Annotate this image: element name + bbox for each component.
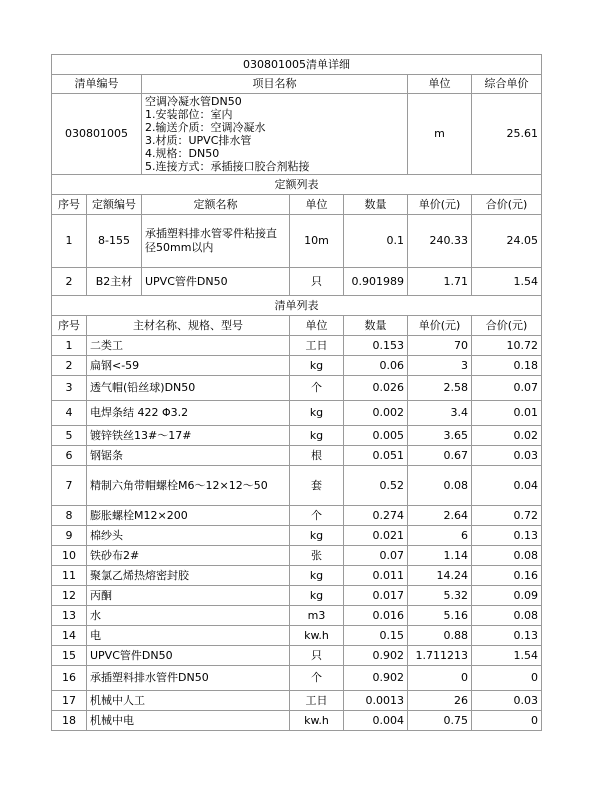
material-row [52, 356, 542, 376]
material-seq: 11 [52, 566, 87, 586]
material-unit: 个 [290, 506, 344, 526]
material-unit-price: 0.75 [408, 711, 472, 731]
material-row [52, 546, 542, 566]
material-row [52, 711, 542, 731]
quota-header-qty: 数量 [344, 195, 408, 215]
quota-unit-price: 240.33 [408, 215, 472, 268]
quota-row [52, 215, 542, 268]
material-seq: 9 [52, 526, 87, 546]
material-unit: 个 [290, 376, 344, 401]
quota-row [52, 268, 542, 296]
material-unit-price: 0.08 [408, 466, 472, 506]
quota-name: 承插塑料排水管零件粘接直径50mm以内 [142, 215, 290, 268]
material-name: 镀锌铁丝13#～17# [87, 426, 290, 446]
material-unit-price: 3.4 [408, 401, 472, 426]
material-total: 0.72 [472, 506, 542, 526]
material-qty: 0.274 [344, 506, 408, 526]
material-name: 膨胀螺栓M12×200 [87, 506, 290, 526]
material-unit-price: 2.58 [408, 376, 472, 401]
material-unit-price: 5.16 [408, 606, 472, 626]
quota-header-unit-price: 单价(元) [408, 195, 472, 215]
item-desc-line: 空调冷凝水管DN50 [145, 95, 242, 108]
material-seq: 6 [52, 446, 87, 466]
quota-section-title: 定额列表 [52, 175, 542, 195]
material-total: 0.03 [472, 691, 542, 711]
material-total: 0.09 [472, 586, 542, 606]
material-seq: 16 [52, 666, 87, 691]
item-unit: m [408, 94, 472, 175]
material-row [52, 446, 542, 466]
material-unit: kg [290, 526, 344, 546]
material-name: 精制六角带帽螺栓M6～12×12～50 [87, 466, 290, 506]
material-row [52, 606, 542, 626]
material-row [52, 666, 542, 691]
header-code: 清单编号 [52, 75, 142, 94]
material-unit-price: 2.64 [408, 506, 472, 526]
material-unit: kg [290, 566, 344, 586]
material-qty: 0.07 [344, 546, 408, 566]
quota-code: B2主材 [87, 268, 142, 296]
material-seq: 13 [52, 606, 87, 626]
material-name: 铁砂布2# [87, 546, 290, 566]
material-unit: kg [290, 401, 344, 426]
item-desc-line: 1.安装部位：室内 [145, 108, 233, 121]
quota-unit: 只 [290, 268, 344, 296]
material-row [52, 401, 542, 426]
material-seq: 10 [52, 546, 87, 566]
material-unit-price: 26 [408, 691, 472, 711]
material-name: 聚氯乙烯热熔密封胶 [87, 566, 290, 586]
material-name: 钢锯条 [87, 446, 290, 466]
material-unit-price: 5.32 [408, 586, 472, 606]
header-price: 综合单价 [472, 75, 542, 94]
material-unit: 套 [290, 466, 344, 506]
quota-unit-price: 1.71 [408, 268, 472, 296]
material-qty: 0.0013 [344, 691, 408, 711]
quota-header-code: 定额编号 [87, 195, 142, 215]
item-desc-line: 3.材质：UPVC排水管 [145, 134, 252, 147]
material-unit: 工日 [290, 336, 344, 356]
material-unit-price: 0 [408, 666, 472, 691]
material-name: 扁钢<-59 [87, 356, 290, 376]
material-total: 1.54 [472, 646, 542, 666]
quota-header-total: 合价(元) [472, 195, 542, 215]
materials-section-title: 清单列表 [52, 296, 542, 316]
material-qty: 0.005 [344, 426, 408, 446]
materials-header-total: 合价(元) [472, 316, 542, 336]
item-desc-line: 4.规格：DN50 [145, 147, 220, 160]
material-total: 0 [472, 711, 542, 731]
material-unit: kw.h [290, 626, 344, 646]
material-name: 丙酮 [87, 586, 290, 606]
material-name: 承插塑料排水管件DN50 [87, 666, 290, 691]
material-total: 0.03 [472, 446, 542, 466]
quota-header-name: 定额名称 [142, 195, 290, 215]
bill-detail-table [51, 54, 542, 731]
quota-qty: 0.901989 [344, 268, 408, 296]
material-seq: 5 [52, 426, 87, 446]
material-name: 电 [87, 626, 290, 646]
material-total: 0.13 [472, 626, 542, 646]
material-seq: 1 [52, 336, 87, 356]
material-unit-price: 0.67 [408, 446, 472, 466]
material-row [52, 526, 542, 546]
material-total: 0.08 [472, 606, 542, 626]
quota-code: 8-155 [87, 215, 142, 268]
material-row [52, 646, 542, 666]
material-qty: 0.06 [344, 356, 408, 376]
material-qty: 0.004 [344, 711, 408, 731]
material-qty: 0.902 [344, 646, 408, 666]
material-total: 0.18 [472, 356, 542, 376]
material-qty: 0.016 [344, 606, 408, 626]
material-seq: 4 [52, 401, 87, 426]
material-unit: kg [290, 356, 344, 376]
materials-header-name: 主材名称、规格、型号 [87, 316, 290, 336]
material-name: 机械中电 [87, 711, 290, 731]
material-seq: 2 [52, 356, 87, 376]
material-name: 机械中人工 [87, 691, 290, 711]
material-unit-price: 3.65 [408, 426, 472, 446]
material-qty: 0.026 [344, 376, 408, 401]
item-description [142, 94, 408, 175]
material-qty: 0.52 [344, 466, 408, 506]
material-row [52, 426, 542, 446]
material-qty: 0.15 [344, 626, 408, 646]
material-unit: kg [290, 586, 344, 606]
material-row [52, 376, 542, 401]
material-unit: 根 [290, 446, 344, 466]
material-total: 0.08 [472, 546, 542, 566]
material-row [52, 336, 542, 356]
item-price: 25.61 [472, 94, 542, 175]
material-unit-price: 1.14 [408, 546, 472, 566]
material-unit-price: 3 [408, 356, 472, 376]
item-desc-line: 5.连接方式：承插接口胶合剂粘接 [145, 160, 310, 173]
material-row [52, 691, 542, 711]
material-seq: 7 [52, 466, 87, 506]
material-total: 0.02 [472, 426, 542, 446]
material-total: 0.16 [472, 566, 542, 586]
material-qty: 0.153 [344, 336, 408, 356]
material-total: 10.72 [472, 336, 542, 356]
material-qty: 0.051 [344, 446, 408, 466]
header-name: 项目名称 [142, 75, 408, 94]
material-total: 0.07 [472, 376, 542, 401]
material-unit-price: 1.711213 [408, 646, 472, 666]
material-unit: 个 [290, 666, 344, 691]
quota-header-unit: 单位 [290, 195, 344, 215]
material-row [52, 626, 542, 646]
material-name: 透气帽(铅丝球)DN50 [87, 376, 290, 401]
material-name: 棉纱头 [87, 526, 290, 546]
materials-header-unit: 单位 [290, 316, 344, 336]
material-row [52, 566, 542, 586]
materials-header-qty: 数量 [344, 316, 408, 336]
material-seq: 17 [52, 691, 87, 711]
material-total: 0.13 [472, 526, 542, 546]
table-title: 030801005清单详细 [52, 55, 542, 75]
material-name: 电焊条结 422 Φ3.2 [87, 401, 290, 426]
material-seq: 14 [52, 626, 87, 646]
materials-header-unit-price: 单价(元) [408, 316, 472, 336]
materials-header-seq: 序号 [52, 316, 87, 336]
material-qty: 0.011 [344, 566, 408, 586]
material-unit-price: 14.24 [408, 566, 472, 586]
material-seq: 8 [52, 506, 87, 526]
material-name: 二类工 [87, 336, 290, 356]
quota-header-seq: 序号 [52, 195, 87, 215]
material-seq: 15 [52, 646, 87, 666]
material-row [52, 586, 542, 606]
material-seq: 12 [52, 586, 87, 606]
material-unit: kw.h [290, 711, 344, 731]
material-unit-price: 0.88 [408, 626, 472, 646]
material-unit: 工日 [290, 691, 344, 711]
material-total: 0.01 [472, 401, 542, 426]
quota-total: 24.05 [472, 215, 542, 268]
material-unit: 张 [290, 546, 344, 566]
quota-seq: 2 [52, 268, 87, 296]
quota-name: UPVC管件DN50 [142, 268, 290, 296]
quota-unit: 10m [290, 215, 344, 268]
material-row [52, 506, 542, 526]
material-unit-price: 70 [408, 336, 472, 356]
header-unit: 单位 [408, 75, 472, 94]
material-unit-price: 6 [408, 526, 472, 546]
material-qty: 0.002 [344, 401, 408, 426]
item-code: 030801005 [52, 94, 142, 175]
material-qty: 0.017 [344, 586, 408, 606]
item-desc-line: 2.输送介质：空调冷凝水 [145, 121, 266, 134]
material-unit: kg [290, 426, 344, 446]
material-row [52, 466, 542, 506]
material-qty: 0.021 [344, 526, 408, 546]
material-unit: m3 [290, 606, 344, 626]
material-qty: 0.902 [344, 666, 408, 691]
material-total: 0 [472, 666, 542, 691]
material-unit: 只 [290, 646, 344, 666]
material-seq: 18 [52, 711, 87, 731]
material-name: UPVC管件DN50 [87, 646, 290, 666]
material-seq: 3 [52, 376, 87, 401]
quota-seq: 1 [52, 215, 87, 268]
quota-qty: 0.1 [344, 215, 408, 268]
quota-total: 1.54 [472, 268, 542, 296]
material-name: 水 [87, 606, 290, 626]
material-total: 0.04 [472, 466, 542, 506]
